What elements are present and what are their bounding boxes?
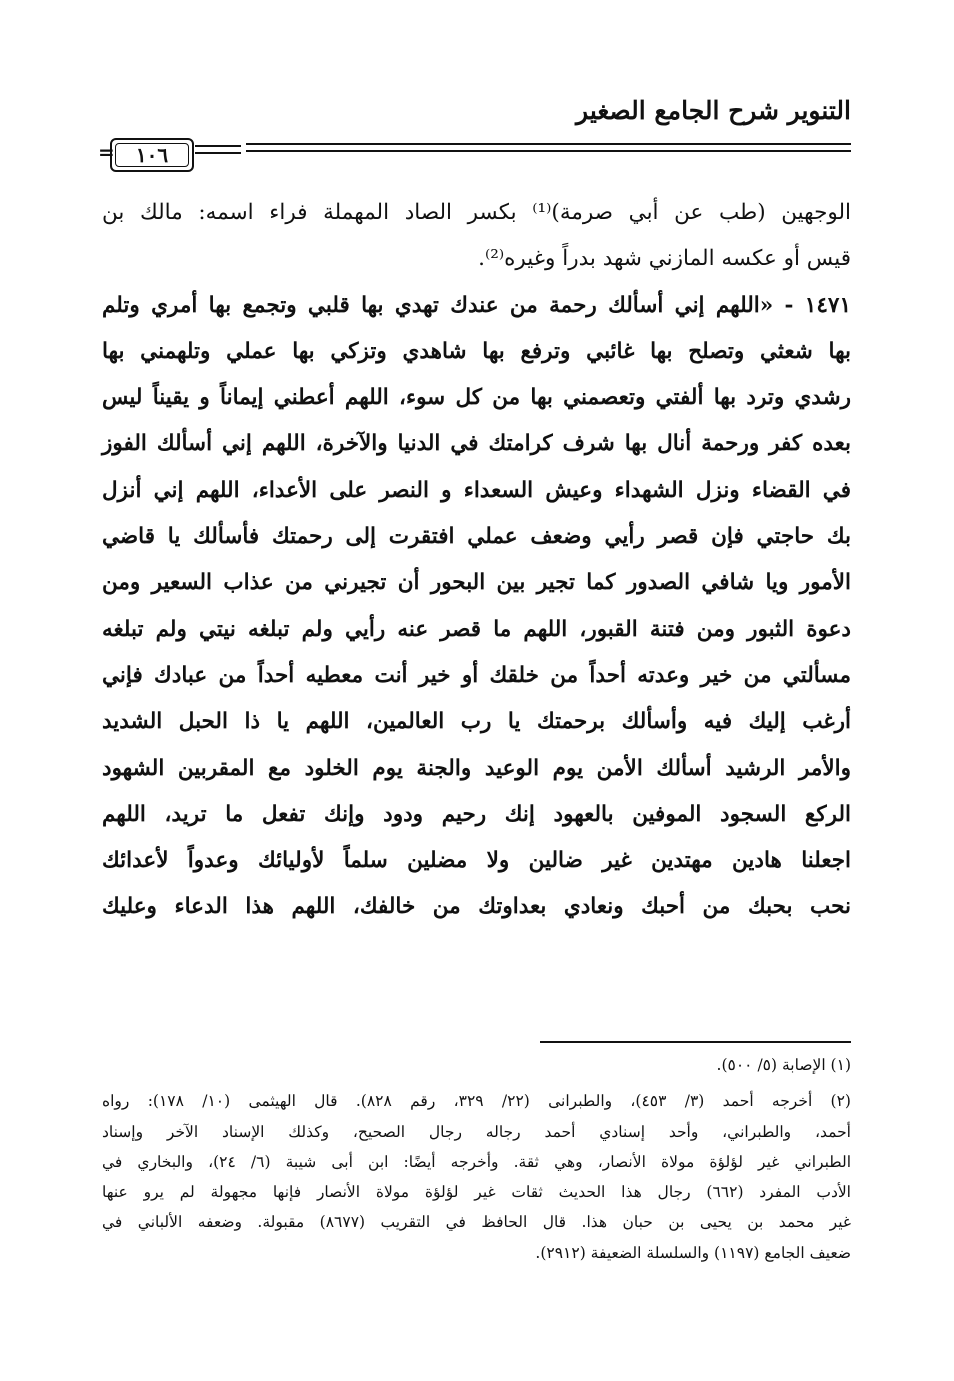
hadith-line: بك حاجتي فإن قصر رأيي وضعف عملي افتقرت إلى رحمتك فأسألك يا قاضي [102, 524, 851, 550]
footnotes [102, 1050, 851, 1268]
page-number: ١٠٦ [115, 143, 189, 167]
hadith-line: بها شعثي وتصلح بها غائبي وترفع بها شاهدي وتزكي بها عملي وتلهمني بها [102, 338, 851, 364]
footnote-2-line: ضعيف الجامع (١١٩٧) والسلسلة الضعيفة (٢٩١٢). [535, 1243, 851, 1262]
hadith-line: والأمر الرشيد أسألك الأمن يوم الوعيد والجنة يوم الخلود مع المقربين الشهود [102, 755, 851, 781]
header-rule [100, 133, 851, 173]
hadith-line: بعده كفر ورحمة أنال بها شرف كرامتك في الدنيا والآخرة، اللهم إني أسألك الفوز [102, 431, 851, 457]
hadith-line: الأمور ويا شافي الصدور كما تجير بين البحور أن تجيرني من عذاب السعير ومن [102, 570, 851, 596]
running-title: التنوير شرح الجامع الصغير [576, 96, 851, 125]
hadith-line: ١٤٧١ - «اللهم إني أسألك رحمة من عندك تهدي بها قلبي وتجمع بها أمري وتلم [102, 292, 851, 318]
main-text [102, 190, 851, 931]
hadith-line: الركع السجود الموفين بالعهود إنك رحيم ودود وإنك تفعل ما تريد، اللهم [102, 801, 851, 827]
text-line: الوجهين (طب عن أبي صرمة)⁽¹⁾ بكسر الصاد المهملة فراء اسمه: مالك بن [102, 200, 851, 225]
text-line: قيس أو عكسه المازني شهد بدراً وغيره⁽²⁾. [478, 246, 851, 272]
hadith-line: مسألتي من خير وعدته أحداً من خلقك أو خير أنت معطيه أحداً من عبادك فإني [102, 662, 851, 688]
header-rule-line [246, 150, 851, 152]
rule-end-mark: = [98, 140, 115, 164]
header-rule-line [246, 143, 851, 145]
hadith-line: أرغب إليك فيه وأسألك برحمتك يا رب العالمين، اللهم يا ذا الحبل الشديد [102, 709, 851, 735]
hadith-text [102, 283, 851, 931]
footnote-2-line: الأدب المفرد (٦٦٢) رجال هذا الحديث ثقات غير لؤلؤة مولاة الأنصار فإنها مجهولة لم يرو عنها [102, 1183, 851, 1202]
footnote-separator [540, 1041, 851, 1043]
hadith-line: رشدي وترد بها ألفتي وتعصمني بها من كل سوء، اللهم أعطني إيماناً و يقيناً ليس [102, 385, 851, 411]
footnote-1: (١) الإصابة (٥/ ٥٠٠). [716, 1056, 851, 1074]
page-number-box [110, 138, 194, 172]
footnote-2-line: غير محمد بن يحيى بن حبان هذا. قال الحافظ في التقريب (٨٦٧٧) مقبولة. وضعفه الألباني في [102, 1213, 851, 1232]
hadith-line: دعوة الثبور ومن فتنة القبور، اللهم ما قصر عنه رأيي ولم تبلغه نيتي ولم تبلغه [102, 616, 851, 642]
footnote-2-line: (٢) أخرجه أحمد (٣/ ٤٥٣)، والطبرانى (٢٢/ ٣٢٩، رقم ٨٢٨). قال الهيثمى (١٠/ ١٧٨): رواه [102, 1092, 851, 1111]
header-rule-line [195, 145, 241, 147]
hadith-line: اجعلنا هادين مهتدين غير ضالين ولا مضلين سلماً لأوليائك وعدواً لأعدائك [102, 848, 851, 874]
header-rule-line [195, 152, 241, 154]
footnote-2-line: أحمد، والطبراني، وأحد إسنادي أحمد رجاله رجال الصحيح، وكذلك الإسناد الآخر وإسناد [102, 1122, 851, 1141]
footnote-2-line: الطبراني غير لؤلؤة مولاة الأنصار، وهي ثقة. وأخرجه أيضًا: ابن أبى شيبة (٦/ ٢٤)، والبخاري في [102, 1152, 852, 1171]
hadith-line: نحب بحبك من أحبك ونعادي بعداوتك من خالفك، اللهم هذا الدعاء وعليك [102, 894, 851, 920]
hadith-line: في القضاء ونزل الشهداء وعيش السعداء و النصر على الأعداء، اللهم إني أنزل [102, 477, 851, 503]
